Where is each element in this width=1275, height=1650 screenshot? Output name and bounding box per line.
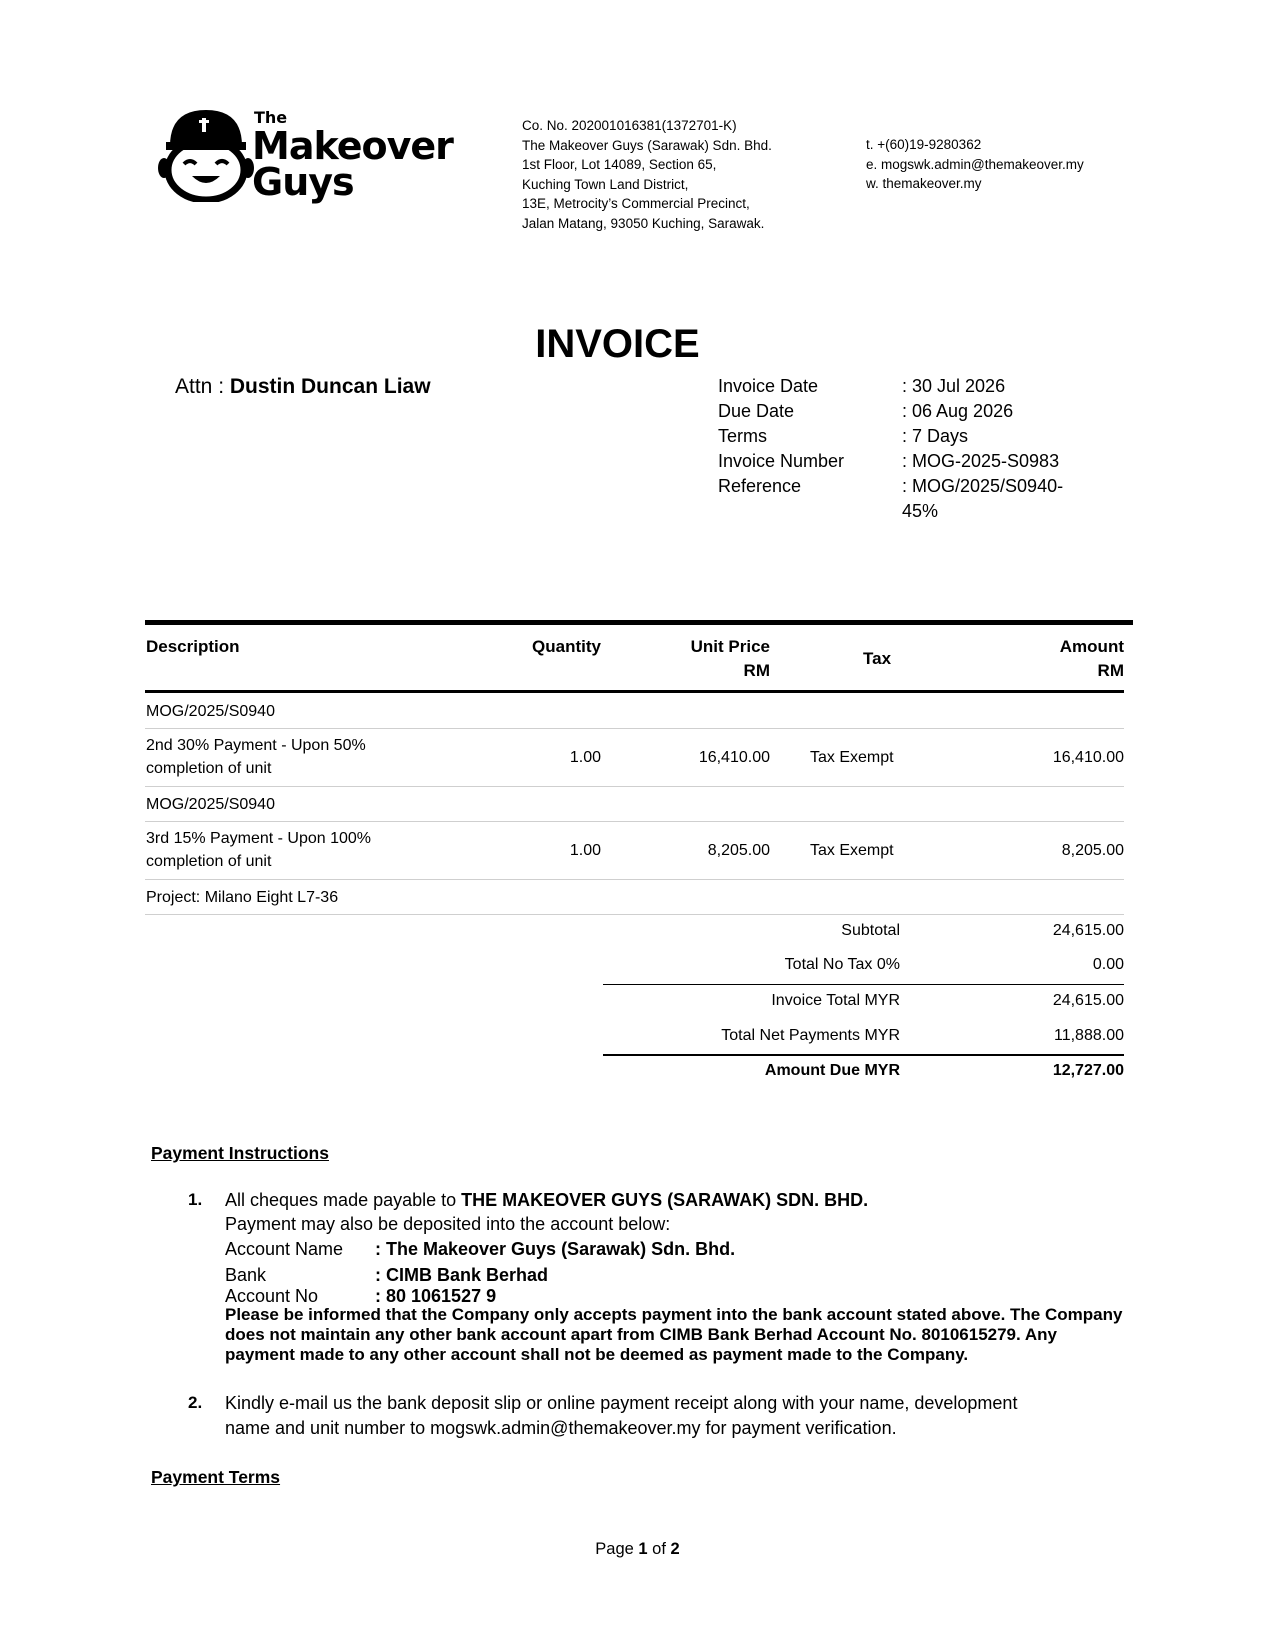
meta-row-invoice-number <box>718 449 1092 474</box>
no-tax-label: Total No Tax 0% <box>784 956 900 973</box>
header-unit-price-label: Unit Price <box>690 637 770 656</box>
bank-value: : CIMB Bank Berhad <box>375 1265 549 1285</box>
address-line: Kuching Town Land District, <box>522 176 689 192</box>
cheque-payable-text: All cheques made payable to <box>225 1190 462 1210</box>
address-line: 1st Floor, Lot 14089, Section 65, <box>522 157 717 172</box>
header-tax: Tax <box>863 649 892 668</box>
meta-row-reference <box>718 474 1092 499</box>
meta-label: Due Date <box>718 401 795 421</box>
meta-row-reference-cont <box>718 499 1092 524</box>
row-divider <box>145 786 1124 787</box>
header-description: Description <box>146 637 240 656</box>
deposit-note: Payment may also be deposited into the account below: <box>225 1214 671 1234</box>
item-quantity: 1.00 <box>569 842 601 859</box>
meta-label: Terms <box>718 426 767 446</box>
item-quantity: 1.00 <box>569 749 601 766</box>
account-no-value: : 80 1061527 9 <box>375 1286 497 1306</box>
item-description-line: 3rd 15% Payment - Upon 100% <box>146 830 372 847</box>
meta-row-due-date <box>718 399 1092 424</box>
logo-word-makeover: Makeover <box>252 124 453 168</box>
item-description-line: 2nd 30% Payment - Upon 50% <box>146 737 366 754</box>
table-header-rule <box>145 690 1124 693</box>
item-amount: 8,205.00 <box>1061 842 1124 859</box>
item-tax: Tax Exempt <box>810 749 894 766</box>
table-row-reference: MOG/2025/S0940 <box>146 703 275 720</box>
item-tax: Tax Exempt <box>810 842 894 859</box>
page-number: 1 <box>638 1540 648 1558</box>
document-title: INVOICE <box>535 322 700 366</box>
list-number: 2. <box>188 1393 203 1412</box>
list-number: 1. <box>188 1190 203 1209</box>
amount-due-label: Amount Due MYR <box>764 1062 900 1079</box>
no-tax-value: 0.00 <box>1092 956 1124 973</box>
invoice-total-label: Invoice Total MYR <box>771 992 900 1009</box>
invoice-total-value: 24,615.00 <box>1052 992 1124 1009</box>
item-amount: 16,410.00 <box>1052 749 1124 766</box>
logo-word-the: The <box>254 108 288 127</box>
account-name-label: Account Name <box>225 1239 344 1259</box>
payee-name: THE MAKEOVER GUYS (SARAWAK) SDN. BHD. <box>461 1190 869 1210</box>
item-description-line: completion of unit <box>146 853 272 870</box>
page-word: Page <box>595 1540 639 1558</box>
row-divider <box>145 728 1124 729</box>
company-address-block <box>522 116 772 233</box>
payment-instructions-heading: Payment Instructions <box>151 1143 329 1163</box>
of-word: of <box>647 1540 671 1558</box>
meta-label: Invoice Date <box>718 376 819 396</box>
header-unit-price-unit: RM <box>743 661 770 680</box>
header-amount-unit: RM <box>1097 661 1124 680</box>
attention-line <box>175 375 431 399</box>
header-amount <box>974 635 1124 683</box>
company-phone: t. +(60)19-9280362 <box>866 137 982 152</box>
meta-row-terms <box>718 424 1092 449</box>
payment-item-2-line: name and unit number to mogswk.admin@themakeover.my for payment verification. <box>225 1418 897 1438</box>
header-quantity: Quantity <box>532 637 601 656</box>
attention-label: Attn : <box>175 375 230 398</box>
amount-due-value: 12,727.00 <box>1052 1062 1124 1079</box>
mascot-icon <box>156 106 256 202</box>
subtotal-label: Subtotal <box>841 922 900 939</box>
meta-label: Reference <box>718 476 802 496</box>
payment-item-1 <box>225 1188 868 1212</box>
address-line: The Makeover Guys (Sarawak) Sdn. Bhd. <box>522 137 772 153</box>
net-payments-value: 11,888.00 <box>1054 1027 1124 1044</box>
amount-due-divider <box>603 1054 1124 1056</box>
table-row-description <box>146 734 366 780</box>
subtotal-value: 24,615.00 <box>1052 922 1124 939</box>
meta-value: : MOG/2025/S0940- <box>902 476 1064 496</box>
logo-word-guys: Guys <box>252 160 354 204</box>
bank-account-notice: Please be informed that the Company only accepts payment into the bank account stated above. The Company does not maintain any other bank account apart from CIMB Bank Berhad Account No. 8010615279. Any payment made to any other account shall not be deemed as payment made to the Company. <box>225 1305 1123 1364</box>
meta-value: : 30 Jul 2026 <box>902 376 1006 396</box>
header-unit-price <box>620 635 770 683</box>
table-top-rule <box>145 620 1133 625</box>
company-email: e. mogswk.admin@themakeover.my <box>866 156 1084 172</box>
payment-terms-heading: Payment Terms <box>151 1467 281 1487</box>
meta-label: Invoice Number <box>718 451 845 471</box>
account-no-label: Account No <box>225 1286 319 1306</box>
totals-divider <box>603 984 1124 985</box>
address-line: 13E, Metrocity’s Commercial Precinct, <box>522 196 750 211</box>
item-unit-price: 16,410.00 <box>698 749 770 766</box>
company-website: w. themakeover.my <box>866 176 982 191</box>
address-line: Jalan Matang, 93050 Kuching, Sarawak. <box>522 215 765 231</box>
table-row-reference: MOG/2025/S0940 <box>146 796 275 813</box>
row-divider <box>145 821 1124 822</box>
company-registration-number: Co. No. 202001016381(1372701-K) <box>522 118 737 133</box>
page-indicator <box>0 1540 1275 1559</box>
table-row-description <box>146 827 371 873</box>
payment-item-2-line: Kindly e-mail us the bank deposit slip or online payment receipt along with your name, development <box>225 1393 1018 1413</box>
item-unit-price: 8,205.00 <box>707 842 770 859</box>
account-name-value: : The Makeover Guys (Sarawak) Sdn. Bhd. <box>375 1239 736 1259</box>
company-contact-block <box>866 135 1084 194</box>
net-payments-label: Total Net Payments MYR <box>721 1027 900 1044</box>
row-divider <box>145 879 1124 880</box>
page-total: 2 <box>670 1540 680 1558</box>
attention-name: Dustin Duncan Liaw <box>229 375 431 398</box>
meta-value: : MOG-2025-S0983 <box>902 451 1060 471</box>
meta-row-invoice-date <box>718 374 1092 399</box>
bank-label: Bank <box>225 1265 267 1285</box>
header-amount-label: Amount <box>1059 637 1124 656</box>
meta-value: : 7 Days <box>902 426 969 446</box>
row-divider <box>145 914 1124 915</box>
item-description-line: completion of unit <box>146 760 272 777</box>
table-row-project: Project: Milano Eight L7-36 <box>146 889 339 906</box>
logo-wordmark <box>252 108 453 204</box>
invoice-meta <box>718 374 1092 524</box>
meta-value: 45% <box>902 501 939 521</box>
company-logo <box>156 106 256 202</box>
meta-value: : 06 Aug 2026 <box>902 401 1014 421</box>
